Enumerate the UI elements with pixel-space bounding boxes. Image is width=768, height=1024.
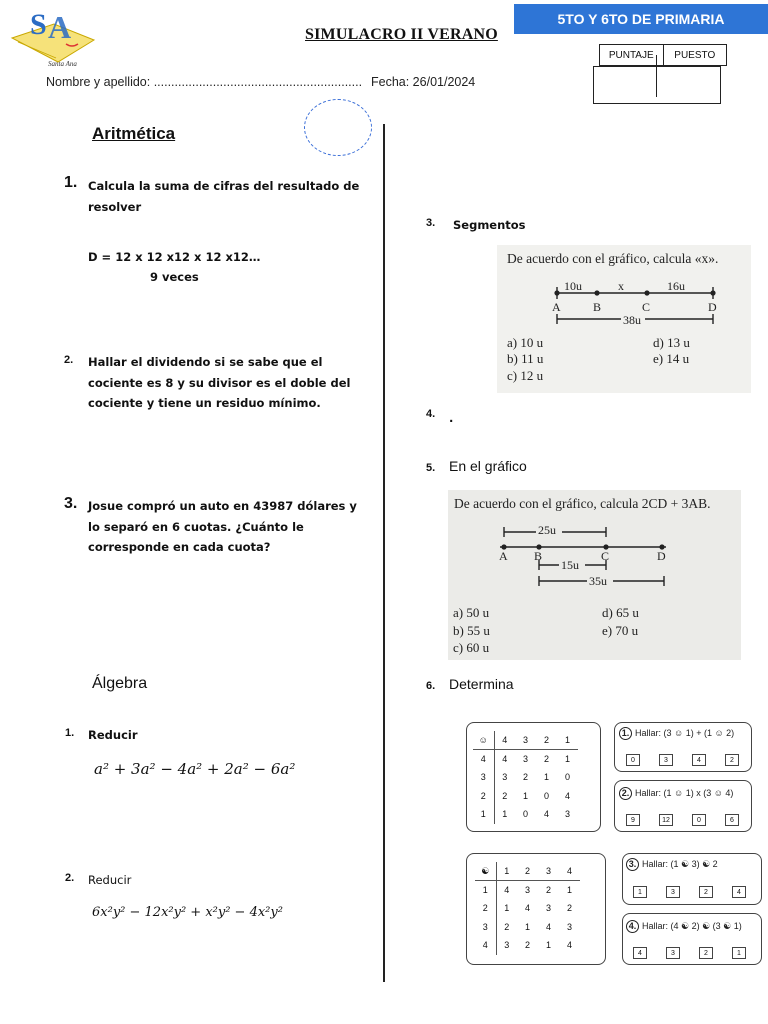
algebra-expression: a² + 3a² − 4a² + 2a² − 6a²: [94, 760, 296, 778]
table-cell: 2: [543, 754, 549, 764]
table-cell: 1: [524, 921, 530, 932]
table-cell: 1: [504, 903, 510, 914]
segment-diagram: [448, 490, 741, 660]
question-text: Josue compró un auto en 43987 dólares y lo separó en 6 cuotas. ¿Cuánto le corresponde en cada cuota?: [88, 499, 357, 554]
table-row: [473, 750, 578, 769]
measure-label: 16u: [667, 279, 685, 293]
school-logo: [8, 4, 100, 70]
problem-text: Hallar: (3 ☺ 1) + (1 ☺ 2): [635, 728, 735, 738]
problem-number: 1.: [619, 727, 632, 740]
operation-problem-box-4: [622, 913, 762, 965]
operation-problem-box-3: [622, 853, 762, 905]
operation-table-box-1: [466, 722, 601, 832]
question-text: Reducir: [88, 873, 132, 887]
table-row: [473, 787, 578, 806]
table-cell: 3: [538, 862, 559, 881]
score-cells[interactable]: [593, 66, 721, 104]
dashed-circle-mark: [304, 99, 372, 156]
answer-choice[interactable]: 2: [699, 947, 713, 959]
figure-title: De acuerdo con el gráfico, calcula «x».: [507, 251, 719, 266]
question-text: Determina: [449, 676, 514, 692]
point-label: D: [657, 549, 666, 563]
table-cell: 3: [564, 809, 570, 820]
table-row: [475, 862, 580, 881]
figure-title: De acuerdo con el gráfico, calcula 2CD + 3AB.: [454, 496, 711, 511]
segment-figure-1: [497, 245, 751, 393]
question-text: Hallar el dividendo si se sabe que el cociente es 8 y su divisor es el doble del cociente y tiene un residuo mínimo.: [88, 355, 351, 410]
table-cell: 1: [473, 805, 494, 824]
question-text: Segmentos: [453, 218, 526, 232]
question-number: 6.: [426, 680, 436, 692]
table-cell: 2: [502, 790, 508, 801]
table-cell: 3: [522, 754, 528, 764]
question-number: 2.: [64, 354, 74, 366]
table-cell: 1: [522, 790, 528, 801]
operation-table-2: [475, 862, 580, 955]
table-cell: 4: [564, 790, 570, 801]
table-row: [473, 805, 578, 824]
segment-figure-2: [448, 490, 741, 660]
table-cell: 3: [504, 940, 510, 951]
svg-text:A: A: [48, 9, 72, 45]
table-cell: 4: [494, 731, 515, 750]
point-label: B: [593, 300, 602, 314]
table-cell: 3: [524, 885, 530, 895]
table-cell: 4: [566, 940, 572, 951]
operation-problem: [626, 858, 718, 871]
algebra-expression: 6x²y² − 12x²y² + x²y² − 4x²y²: [92, 905, 283, 920]
table-cell: 3: [545, 903, 551, 914]
question-text: .: [449, 411, 454, 425]
option[interactable]: e) 14 u: [653, 351, 690, 366]
column-divider: [383, 124, 385, 982]
operation-problem: [619, 787, 733, 800]
problem-number: 3.: [626, 858, 639, 871]
answer-choice[interactable]: 4: [732, 886, 746, 898]
score-separator: [656, 55, 657, 97]
table-cell: 2: [473, 787, 494, 806]
question-text: En el gráfico: [449, 458, 527, 474]
table-cell: 4: [473, 750, 494, 769]
table-cell: 2: [475, 899, 496, 918]
question-number: 5.: [426, 462, 436, 474]
problem-text: Hallar: (1 ☺ 1) x (3 ☺ 4): [635, 788, 734, 798]
problem-text: Hallar: (1 ☯ 3) ☯ 2: [642, 859, 718, 869]
table-cell: 2: [566, 903, 572, 914]
option[interactable]: c) 12 u: [507, 368, 544, 383]
operation-table-1: [473, 731, 578, 824]
table-row: [475, 881, 580, 900]
option[interactable]: b) 55 u: [453, 623, 490, 638]
question-expression-note: 9 veces: [150, 270, 199, 284]
answer-choices[interactable]: [633, 947, 765, 959]
table-cell: 3: [566, 921, 572, 932]
table-cell: 4: [502, 754, 508, 764]
table-cell: 3: [475, 918, 496, 937]
measure-label: 15u: [561, 558, 579, 572]
option[interactable]: d) 13 u: [653, 335, 690, 350]
score-box: [593, 44, 727, 104]
answer-choices[interactable]: [626, 754, 758, 766]
table-cell: 3: [473, 768, 494, 787]
name-field-label[interactable]: Nombre y apellido: ............................................................: [46, 75, 363, 89]
answer-choice[interactable]: 4: [633, 947, 647, 959]
answer-choice[interactable]: 4: [692, 754, 706, 766]
answer-choice[interactable]: 2: [699, 886, 713, 898]
answer-choice[interactable]: 0: [692, 814, 706, 826]
table-cell: 4: [543, 809, 549, 820]
answer-choice[interactable]: 3: [659, 754, 673, 766]
answer-choice[interactable]: 1: [732, 947, 746, 959]
operation-problem: [619, 727, 734, 740]
answer-choice[interactable]: 0: [626, 754, 640, 766]
score-header-puntaje: PUNTAJE: [600, 45, 664, 65]
table-cell: 2: [522, 772, 528, 783]
point-label: B: [534, 549, 543, 563]
table-cell: 1: [545, 940, 551, 951]
score-header-puesto: PUESTO: [674, 49, 716, 61]
option[interactable]: a) 10 u: [507, 335, 544, 350]
point-label: C: [642, 300, 651, 314]
section-heading-algebra: Álgebra: [92, 675, 148, 692]
table-row: [473, 731, 578, 750]
table-cell: 0: [522, 809, 528, 820]
point-label: D: [708, 300, 717, 314]
point-label: A: [552, 300, 561, 314]
table-cell: 0: [543, 790, 549, 801]
question-number: 4.: [426, 408, 436, 420]
date-label: Fecha: 26/01/2024: [371, 75, 476, 89]
answer-choices[interactable]: [626, 814, 758, 826]
table-cell: 0: [564, 772, 570, 783]
table-cell: 1: [557, 731, 578, 750]
table-row: [475, 936, 580, 955]
table-cell: 2: [517, 862, 538, 881]
page-title: SIMULACRO II VERANO: [305, 26, 498, 43]
answer-choice[interactable]: 3: [666, 886, 680, 898]
operation-problem: [626, 920, 742, 933]
question-number: 3.: [426, 217, 436, 229]
table-cell: 3: [515, 731, 536, 750]
table-row: [475, 918, 580, 937]
measure-label: 25u: [538, 523, 556, 537]
option[interactable]: c) 60 u: [453, 640, 490, 655]
operation-table-box-2: [466, 853, 606, 965]
table-cell: 1: [543, 772, 549, 783]
problem-number: 2.: [619, 787, 632, 800]
table-cell: 2: [545, 885, 551, 895]
question-expression: D = 12 x 12 x12 x 12 x12…: [88, 250, 261, 264]
table-cell: 2: [524, 940, 530, 951]
problem-text: Hallar: (4 ☯ 2) ☯ (3 ☯ 1): [642, 921, 742, 931]
table-cell: 4: [545, 921, 551, 932]
score-header: [599, 44, 727, 66]
operation-problem-box-2: [614, 780, 752, 832]
table-cell: 1: [496, 862, 517, 881]
point-label: C: [601, 549, 610, 563]
answer-choice[interactable]: 9: [626, 814, 640, 826]
option[interactable]: d) 65 u: [602, 605, 639, 620]
table-cell: 4: [559, 862, 580, 881]
table-cell: 1: [475, 881, 496, 900]
question-number: 1.: [65, 727, 75, 739]
table-cell: 1: [502, 809, 508, 820]
table-cell: ☯: [475, 862, 496, 881]
table-cell: 4: [475, 936, 496, 955]
table-cell: 3: [502, 772, 508, 783]
table-cell: 1: [566, 885, 572, 895]
question-text: Reducir: [88, 728, 138, 742]
logo-text: Santa Ana: [48, 60, 77, 68]
option[interactable]: a) 50 u: [453, 605, 490, 620]
table-cell: 4: [524, 903, 530, 914]
answer-choice[interactable]: 12: [659, 814, 673, 826]
question-number: 1.: [64, 174, 78, 191]
answer-choice[interactable]: 2: [725, 754, 739, 766]
measure-label: 38u: [623, 313, 641, 327]
answer-choices[interactable]: [633, 886, 765, 898]
section-heading-arithmetic: Aritmética: [92, 124, 176, 143]
table-row: [473, 768, 578, 787]
operation-problem-box-1: [614, 722, 752, 772]
table-cell: 2: [536, 731, 557, 750]
grade-banner: 5TO Y 6TO DE PRIMARIA: [514, 4, 768, 34]
table-cell: 1: [564, 754, 570, 764]
question-number: 2.: [65, 872, 75, 884]
question-text: Calcula la suma de cifras del resultado de resolver: [88, 179, 360, 214]
table-cell: 2: [504, 921, 510, 932]
measure-label: 35u: [589, 574, 607, 588]
table-cell: 4: [504, 885, 510, 895]
svg-text:S: S: [30, 8, 47, 41]
table-row: [475, 899, 580, 918]
measure-label: x: [618, 279, 624, 293]
option[interactable]: b) 11 u: [507, 351, 544, 366]
answer-choice[interactable]: 6: [725, 814, 739, 826]
answer-choice[interactable]: 1: [633, 886, 647, 898]
measure-label: 10u: [564, 279, 582, 293]
point-label: A: [499, 549, 508, 563]
option[interactable]: e) 70 u: [602, 623, 639, 638]
table-cell: ☺: [473, 731, 494, 750]
problem-number: 4.: [626, 920, 639, 933]
answer-choice[interactable]: 3: [666, 947, 680, 959]
question-number: 3.: [64, 495, 78, 512]
